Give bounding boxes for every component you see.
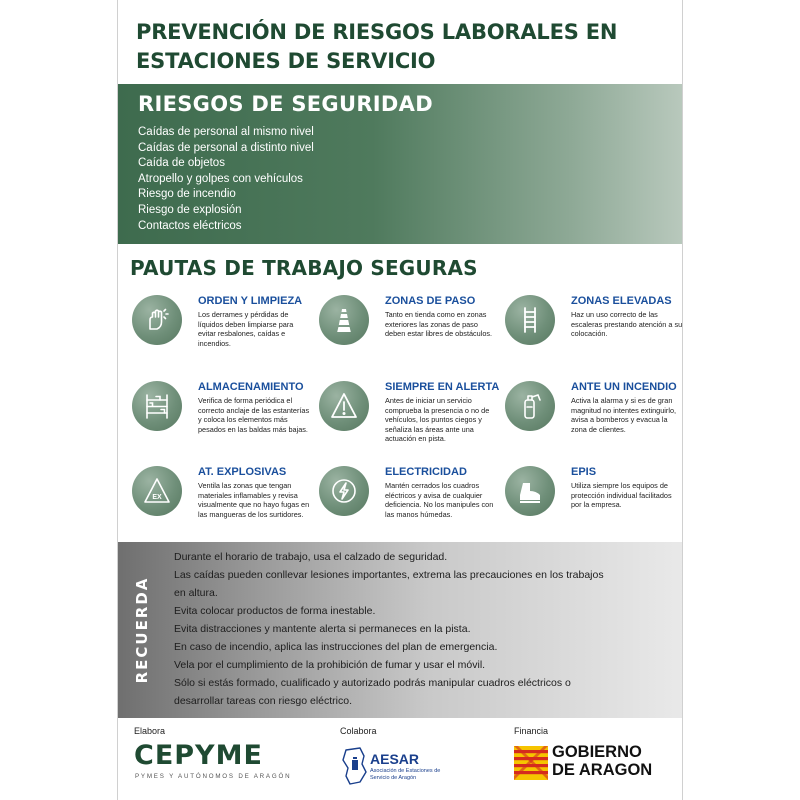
remember-label: RECUERDA bbox=[133, 576, 151, 684]
risk-item: Contactos eléctricos bbox=[138, 219, 242, 232]
clean-hands-icon bbox=[132, 295, 182, 345]
tip-text: Antes de iniciar un servicio comprueba la presencia o no de vehículos, los puntos ciegos y señaliza las áreas ante una actuación en pista. bbox=[385, 396, 490, 443]
tip-text: Haz un uso correcto de las escaleras prestando atención a su colocación. bbox=[571, 310, 683, 338]
remember-list bbox=[174, 548, 674, 710]
tip-zonas-elevadas bbox=[501, 295, 683, 377]
tip-almacenamiento bbox=[128, 381, 314, 463]
tip-title: SIEMPRE EN ALERTA bbox=[385, 381, 500, 393]
page-title-line-1: PREVENCIÓN DE RIESGOS LABORALES EN bbox=[136, 20, 618, 44]
tip-ante-incendio bbox=[501, 381, 683, 463]
tip-electricidad bbox=[315, 466, 501, 548]
electricity-icon bbox=[319, 466, 369, 516]
tip-atmosferas-explosivas bbox=[128, 466, 314, 548]
elabora-label: Elabora bbox=[134, 726, 166, 736]
remember-item: Sólo si estás formado, cualificado y autorizado podrás manipular cuadros eléctricos o bbox=[174, 677, 571, 689]
tip-text: Verifica de forma periódica el correcto anclaje de las estanterías y coloca los elementos más pesados en las baldas más bajas. bbox=[198, 396, 310, 434]
gobierno-line-1: GOBIERNO bbox=[552, 743, 642, 761]
safety-risks-list bbox=[138, 125, 314, 234]
aesar-map-icon bbox=[340, 746, 370, 786]
safety-risks-section bbox=[118, 84, 683, 244]
tip-epis bbox=[501, 466, 683, 548]
ex-label: EX bbox=[152, 494, 162, 501]
footer-logos bbox=[118, 718, 683, 800]
risk-item: Caídas de personal al mismo nivel bbox=[138, 126, 314, 138]
tip-text: Mantén cerrados los cuadros eléctricos y avisa de cualquier deficiencia. No los manipules con las manos húmedas. bbox=[385, 481, 494, 519]
safety-risks-title: RIESGOS DE SEGURIDAD bbox=[138, 92, 433, 116]
tip-text: Los derrames y pérdidas de líquidos deben limpiarse para evitar resbalones, caídas e incendios. bbox=[198, 310, 294, 348]
tip-text: Utiliza siempre los equipos de protección individual facilitados por la empresa. bbox=[571, 481, 672, 509]
tip-title: ALMACENAMIENTO bbox=[198, 381, 304, 393]
remember-item: Evita colocar productos de forma inestable. bbox=[174, 605, 376, 617]
warning-icon bbox=[319, 381, 369, 431]
aesar-subtitle: Asociación de Estaciones de Servicio de Aragón bbox=[370, 768, 441, 781]
remember-item: desarrollar tareas con riesgo eléctrico. bbox=[174, 695, 352, 707]
tip-text: Ventila las zonas que tengan materiales inflamables y revisa visualmente que no hayo fugas en las mangueras de los surtidores. bbox=[198, 481, 310, 519]
tip-title: ORDEN Y LIMPIEZA bbox=[198, 295, 303, 307]
path-icon bbox=[319, 295, 369, 345]
cepyme-logo: CEPYME bbox=[134, 740, 263, 771]
risk-item: Riesgo de explosión bbox=[138, 203, 242, 216]
tip-title: ZONAS ELEVADAS bbox=[571, 295, 672, 307]
remember-item: Las caídas pueden conllevar lesiones importantes, extrema las precauciones en los trabajos bbox=[174, 569, 604, 581]
remember-section bbox=[118, 542, 683, 718]
explosive-atmosphere-icon bbox=[132, 466, 182, 516]
cepyme-subtitle: PYMES Y AUTÓNOMOS DE ARAGÓN bbox=[135, 773, 292, 780]
financia-label: Financia bbox=[514, 726, 549, 736]
poster bbox=[117, 0, 683, 800]
safe-work-guidelines-title: PAUTAS DE TRABAJO SEGURAS bbox=[130, 256, 478, 280]
risk-item: Caída de objetos bbox=[138, 157, 225, 170]
fire-extinguisher-icon bbox=[505, 381, 555, 431]
safety-boot-icon bbox=[505, 466, 555, 516]
colabora-label: Colabora bbox=[340, 726, 377, 736]
tip-title: AT. EXPLOSIVAS bbox=[198, 466, 287, 478]
tip-title: ELECTRICIDAD bbox=[385, 466, 467, 478]
tip-text: Activa la alarma y si es de gran magnitud no intentes extinguirlo, avisa a bomberos y evacua la zona de clientes. bbox=[571, 396, 677, 434]
tip-title: ANTE UN INCENDIO bbox=[571, 381, 677, 393]
tip-orden-limpieza bbox=[128, 295, 314, 377]
gobierno-aragon-logo bbox=[552, 743, 682, 779]
aragon-flag-icon bbox=[514, 746, 548, 780]
risk-item: Caídas de personal a distinto nivel bbox=[138, 141, 314, 154]
remember-item: En caso de incendio, aplica las instrucciones del plan de emergencia. bbox=[174, 641, 498, 653]
tip-siempre-alerta bbox=[315, 381, 501, 463]
gobierno-line-2: DE ARAGON bbox=[552, 761, 653, 779]
tip-title: ZONAS DE PASO bbox=[385, 295, 476, 307]
remember-item: Durante el horario de trabajo, usa el calzado de seguridad. bbox=[174, 551, 448, 563]
page-title-line-2: ESTACIONES DE SERVICIO bbox=[136, 49, 436, 73]
tip-title: EPIS bbox=[571, 466, 597, 478]
remember-item: Evita distracciones y mantente alerta si permaneces en la pista. bbox=[174, 623, 471, 635]
risk-item: Riesgo de incendio bbox=[138, 188, 236, 201]
tip-text: Tanto en tienda como en zonas exteriores las zonas de paso deben estar libres de obstáculos. bbox=[385, 310, 493, 338]
aesar-logo: AESAR bbox=[370, 751, 420, 767]
remember-item: Vela por el cumplimiento de la prohibición de fumar y usar el móvil. bbox=[174, 659, 486, 671]
page-title bbox=[136, 18, 676, 76]
risk-item: Atropello y golpes con vehículos bbox=[138, 172, 303, 185]
remember-item: en altura. bbox=[174, 587, 218, 599]
tip-zonas-paso bbox=[315, 295, 501, 377]
shelving-icon bbox=[132, 381, 182, 431]
ladder-icon bbox=[505, 295, 555, 345]
